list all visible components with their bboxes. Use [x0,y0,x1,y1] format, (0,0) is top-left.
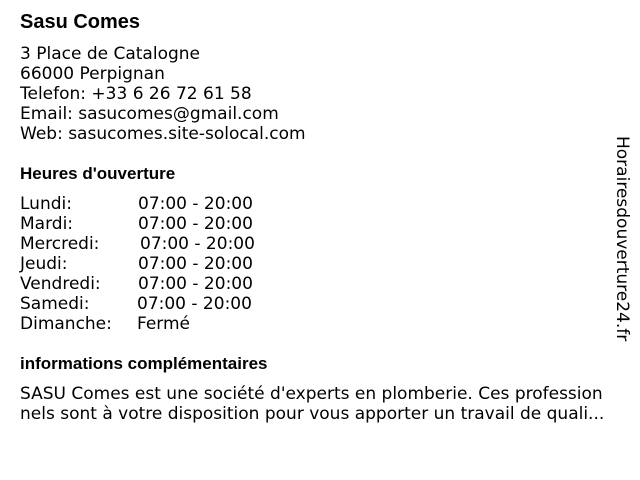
time-value: 07:00 - 20:00 [138,194,253,214]
address-city: 66000 Perpignan [20,64,165,84]
hours-row-sunday [20,314,320,334]
time-value: 07:00 - 20:00 [138,274,253,294]
day-label: Dimanche: [20,314,112,334]
description-line: SASU Comes est une société d'experts en plomberie. Ces profession [20,384,603,404]
time-value: 07:00 - 20:00 [138,214,253,234]
business-description [20,384,620,424]
day-label: Jeudi: [20,254,68,274]
time-value: 07:00 - 20:00 [140,234,255,254]
day-label: Vendredi: [20,274,101,294]
day-label: Mardi: [20,214,74,234]
hours-row-friday [20,274,320,294]
day-label: Mercredi: [20,234,100,254]
business-name: Sasu Comes [20,11,141,33]
address-street: 3 Place de Catalogne [20,44,200,64]
day-label: Samedi: [20,294,90,314]
hours-table [20,194,320,334]
time-value: 07:00 - 20:00 [138,254,253,274]
contact-block [20,44,306,144]
time-value: Fermé [137,314,191,334]
hours-row-monday [20,194,320,214]
hours-heading: Heures d'ouverture [20,164,176,183]
hours-row-tuesday [20,214,320,234]
email-line: Email: sasucomes@gmail.com [20,104,279,124]
phone-line: Telefon: +33 6 26 72 61 58 [20,84,252,104]
web-line: Web: sasucomes.site-solocal.com [20,124,306,144]
hours-row-saturday [20,294,320,314]
time-value: 07:00 - 20:00 [137,294,252,314]
description-line: nels sont à votre disposition pour vous apporter un travail de quali... [20,404,605,424]
hours-row-wednesday [20,234,320,254]
day-label: Lundi: [20,194,72,214]
site-watermark [612,136,632,346]
watermark-text: Horairesdouverture24.fr [612,136,632,342]
hours-row-thursday [20,254,320,274]
info-heading: informations complémentaires [20,354,268,373]
